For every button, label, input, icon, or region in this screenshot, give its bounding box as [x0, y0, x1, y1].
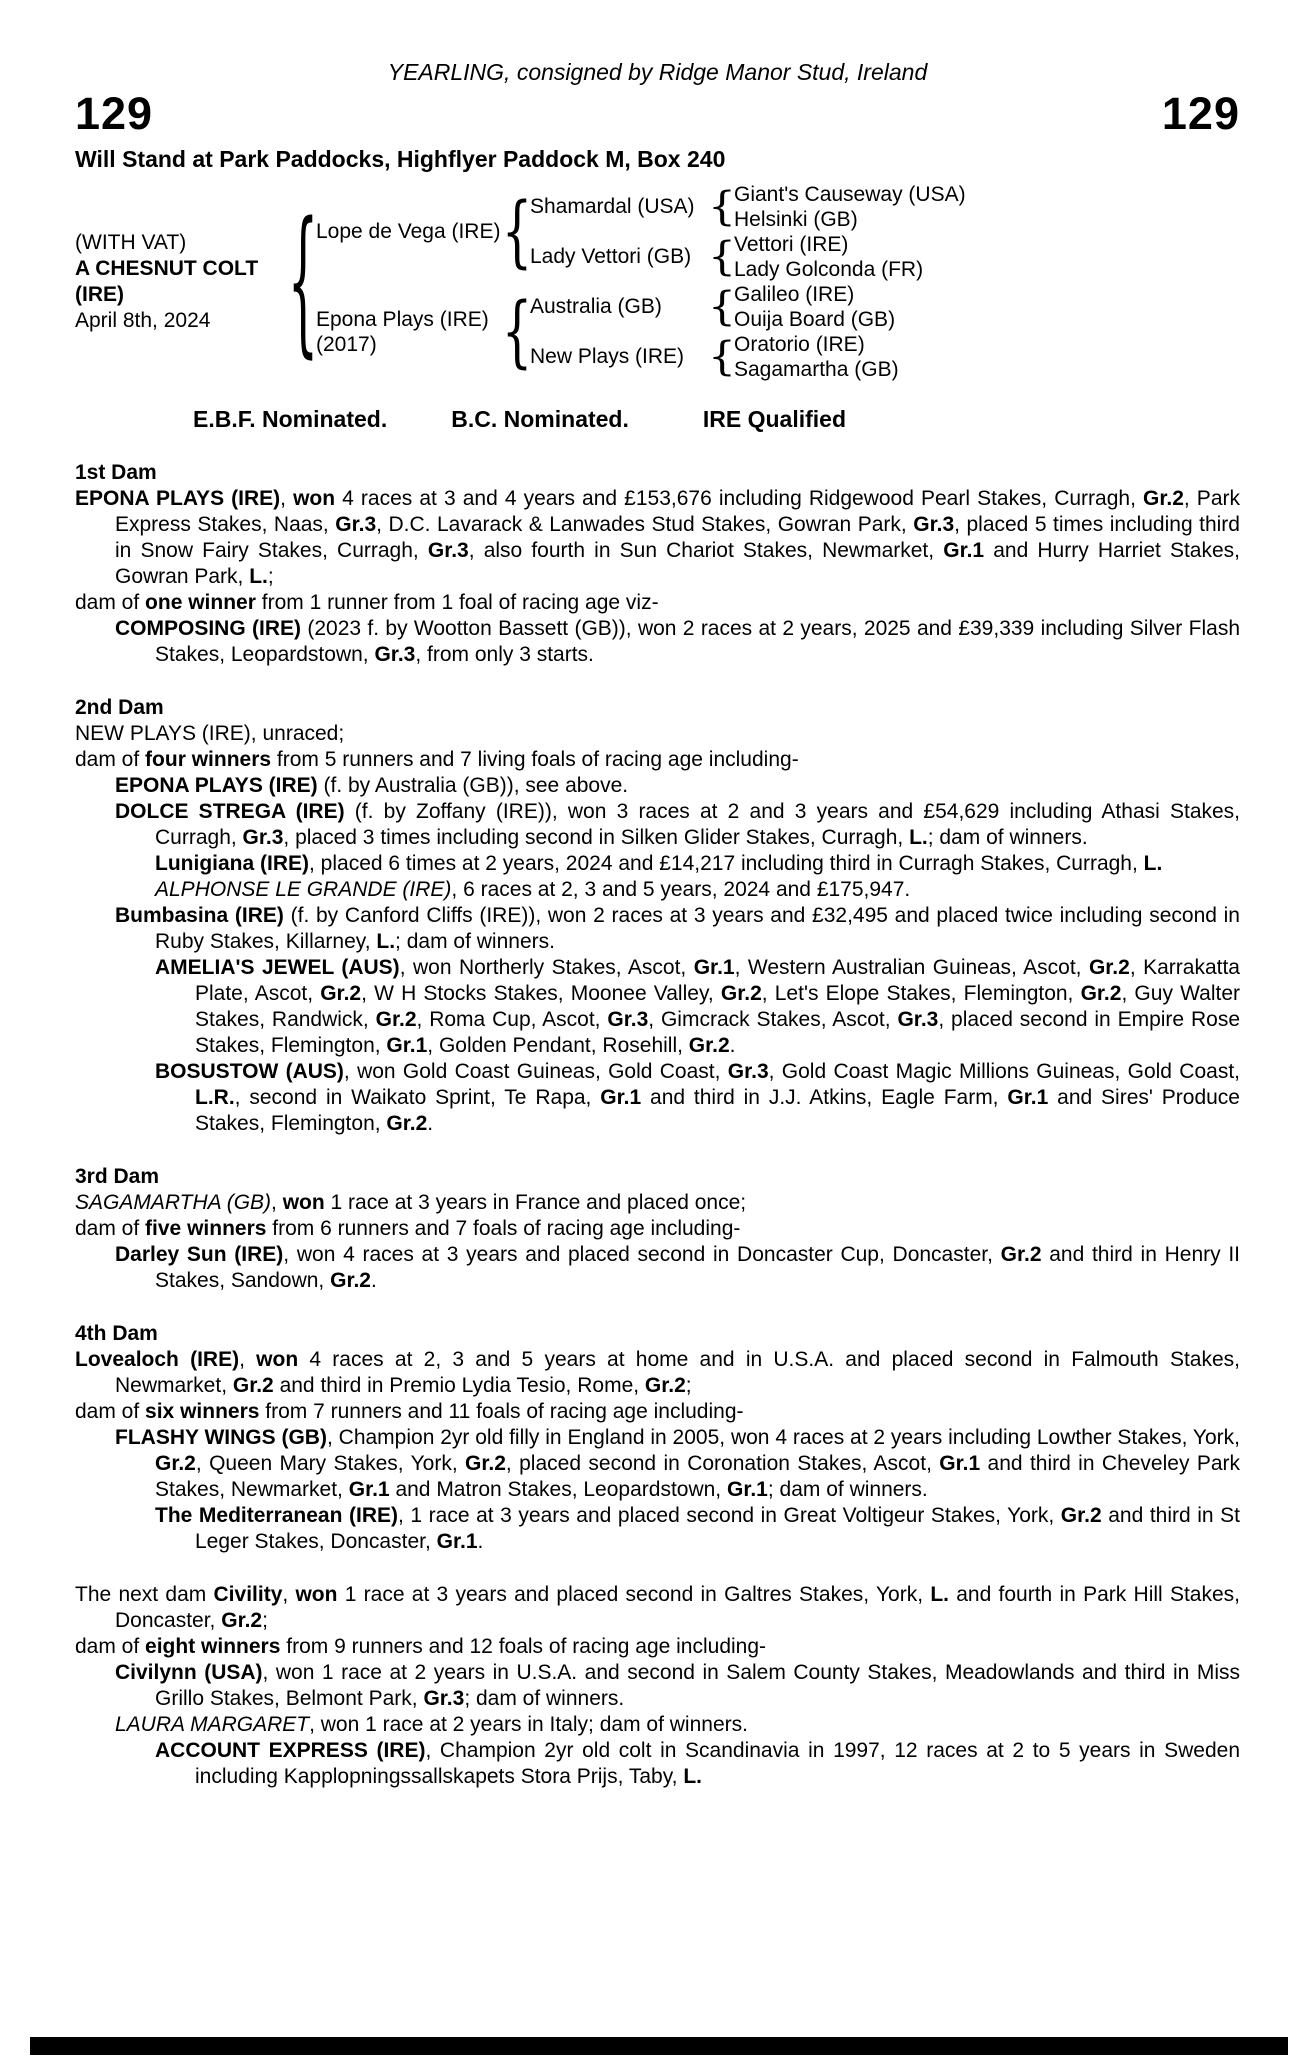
sire-sire-name: Shamardal (USA): [530, 195, 695, 218]
dam-sire-name: Australia (GB): [530, 295, 662, 318]
stand-location-line: Will Stand at Park Paddocks, Highflyer Paddock M, Box 240: [75, 146, 726, 172]
lot-number-left: 129: [75, 88, 154, 139]
catalog-paragraph: COMPOSING (IRE) (2023 f. by Wootton Bassett (GB)), won 2 races at 2 years, 2025 and £39,339 including Silver Flash Stakes, Leopardstown, Gr.3, from only 3 starts.: [115, 617, 1240, 666]
pedigree-brace-sire: {: [501, 186, 533, 278]
sire-sire-dam-name: Helsinki (GB): [734, 207, 858, 231]
nominations-row: [75, 406, 1240, 433]
catalog-paragraph: EPONA PLAYS (IRE) (f. by Australia (GB)), see above.: [115, 774, 629, 797]
dam-sections: [75, 460, 1240, 1790]
bc-nomination: B.C. Nominated.: [451, 406, 629, 432]
sire-dam-name: Lady Vettori (GB): [530, 245, 692, 268]
sire-sire-sire-name: Giant's Causeway (USA): [734, 182, 966, 206]
section-heading: 4th Dam: [75, 1322, 158, 1345]
catalog-page: [0, 58, 1315, 1790]
dam-section: [75, 460, 1240, 668]
sire-name: Lope de Vega (IRE): [316, 220, 501, 243]
dam-section: [75, 695, 1240, 1137]
section-heading: 3rd Dam: [75, 1165, 160, 1188]
dam-dam-sire-name: Oratorio (IRE): [734, 332, 865, 356]
vat-note: (WITH VAT): [75, 231, 187, 254]
dam-name-block: [316, 282, 504, 382]
sire-dam-dam-name: Lady Golconda (FR): [734, 257, 924, 281]
catalog-paragraph: Lunigiana (IRE), placed 6 times at 2 years, 2024 and £14,217 including third in Curragh Stakes, Curragh, L.: [155, 852, 1163, 875]
catalog-paragraph: SAGAMARTHA (GB), won 1 race at 3 years in France and placed once;: [75, 1191, 747, 1214]
catalog-paragraph: dam of one winner from 1 runner from 1 foal of racing age viz-: [75, 591, 659, 614]
catalog-paragraph: BOSUSTOW (AUS), won Gold Coast Guineas, Gold Coast, Gr.3, Gold Coast Magic Millions Guineas, Gold Coast, L.R., second in Waikato Sprint, Te Rapa, Gr.1 and third in J.J. Atkins, Eagle Farm, Gr.1 and Sires' Produce Stakes, Flemington, Gr.2.: [155, 1060, 1240, 1135]
dam-section: [75, 1582, 1240, 1790]
pedigree-brace-dam-sire: {: [708, 283, 736, 330]
section-heading: 2nd Dam: [75, 696, 164, 719]
pedigree-brace-dam-dam: {: [708, 333, 736, 380]
colt-description: A CHESNUT COLT: [75, 257, 259, 280]
lot-number-right: 129: [1161, 88, 1240, 139]
dam-sire-sire-name: Galileo (IRE): [734, 282, 855, 306]
catalog-paragraph: NEW PLAYS (IRE), unraced;: [75, 722, 345, 745]
pedigree-brace-sire-sire: {: [708, 183, 736, 230]
dam-name: Epona Plays (IRE): [316, 308, 489, 331]
lot-number-row: [75, 88, 1240, 139]
catalog-paragraph: FLASHY WINGS (GB), Champion 2yr old filly in England in 2005, won 4 races at 2 years including Lowther Stakes, York, Gr.2, Queen Mary Stakes, York, Gr.2, placed second in Coronation Stakes, Ascot, Gr.1 and third in Cheveley Park Stakes, Newmarket, Gr.1 and Matron Stakes, Leopardstown, Gr.1; dam of winners.: [115, 1426, 1241, 1501]
catalog-paragraph: dam of four winners from 5 runners and 7 living foals of racing age including-: [75, 748, 799, 771]
pedigree-table: [75, 182, 1240, 382]
dam-dam-name: New Plays (IRE): [530, 345, 685, 368]
ire-qualified: IRE Qualified: [702, 406, 847, 432]
pedigree-brace-dam: {: [501, 286, 533, 378]
catalog-paragraph: Darley Sun (IRE), won 4 races at 3 years and placed second in Doncaster Cup, Doncaster, Gr.2 and third in Henry II Stakes, Sandown, Gr.2.: [115, 1243, 1240, 1292]
dam-section: [75, 1164, 1240, 1294]
page-edge-bar: [30, 2037, 1288, 2055]
catalog-paragraph: AMELIA'S JEWEL (AUS), won Northerly Stakes, Ascot, Gr.1, Western Australian Guineas, Ascot, Gr.2, Karrakatta Plate, Ascot, Gr.2, W H Stocks Stakes, Moonee Valley, Gr.2, Let's Elope Stakes, Flemington, Gr.2, Guy Walter Stakes, Randwick, Gr.2, Roma Cup, Ascot, Gr.3, Gimcrack Stakes, Ascot, Gr.3, placed second in Empire Rose Stakes, Flemington, Gr.1, Golden Pendant, Rosehill, Gr.2.: [155, 956, 1240, 1057]
catalog-paragraph: EPONA PLAYS (IRE), won 4 races at 3 and 4 years and £153,676 including Ridgewood Pearl Stakes, Curragh, Gr.2, Park Express Stakes, Naas, Gr.3, D.C. Lavarack & Lanwades Stud Stakes, Gowran Park, Gr.3, placed 5 times including third in Snow Fairy Stakes, Curragh, Gr.3, also fourth in Sun Chariot Stakes, Newmarket, Gr.1 and Hurry Harriet Stakes, Gowran Park, L.;: [75, 487, 1240, 588]
dam-dam-dam-name: Sagamartha (GB): [734, 357, 899, 381]
catalog-paragraph: The Mediterranean (IRE), 1 race at 3 years and placed second in Great Voltigeur Stakes, York, Gr.2 and third in St Leger Stakes, Doncaster, Gr.1.: [155, 1504, 1241, 1553]
catalog-paragraph: The next dam Civility, won 1 race at 3 years and placed second in Galtres Stakes, York, L. and fourth in Park Hill Stakes, Doncaster, Gr.2;: [75, 1583, 1240, 1632]
catalog-paragraph: dam of six winners from 7 runners and 11 foals of racing age including-: [75, 1400, 744, 1423]
catalog-paragraph: LAURA MARGARET, won 1 race at 2 years in Italy; dam of winners.: [115, 1713, 748, 1736]
pedigree-brace-sire-dam: {: [708, 233, 736, 280]
catalog-paragraph: ACCOUNT EXPRESS (IRE), Champion 2yr old colt in Scandinavia in 1997, 12 races at 2 to 5 years in Sweden including Kapplopningssallskapets Stora Prijs, Taby, L.: [155, 1739, 1241, 1788]
foal-date: April 8th, 2024: [75, 309, 211, 332]
consignor-line: YEARLING, consigned by Ridge Manor Stud, Ireland: [387, 59, 928, 85]
catalog-paragraph: Bumbasina (IRE) (f. by Canford Cliffs (IRE)), won 2 races at 3 years and £32,495 and placed twice including second in Ruby Stakes, Killarney, L.; dam of winners.: [115, 904, 1240, 953]
pedigree-brace-main: {: [287, 189, 319, 375]
catalog-paragraph: dam of five winners from 6 runners and 7 foals of racing age including-: [75, 1217, 741, 1240]
dam-sire-dam-name: Ouija Board (GB): [734, 307, 896, 331]
catalog-paragraph: Civilynn (USA), won 1 race at 2 years in U.S.A. and second in Salem County Stakes, Meadowlands and third in Miss Grillo Stakes, Belmont Park, Gr.3; dam of winners.: [115, 1661, 1241, 1710]
catalog-paragraph: dam of eight winners from 9 runners and 12 foals of racing age including-: [75, 1635, 767, 1658]
ebf-nomination: E.B.F. Nominated.: [193, 406, 388, 432]
catalog-paragraph: Lovealoch (IRE), won 4 races at 2, 3 and 5 years at home and in U.S.A. and placed second in Falmouth Stakes, Newmarket, Gr.2 and third in Premio Lydia Tesio, Rome, Gr.2;: [75, 1348, 1241, 1397]
colt-country-suffix: (IRE): [75, 283, 124, 306]
dam-year: (2017): [316, 333, 377, 356]
dam-section: [75, 1321, 1240, 1555]
catalog-paragraph: DOLCE STREGA (IRE) (f. by Zoffany (IRE)), won 3 races at 2 and 3 years and £54,629 including Athasi Stakes, Curragh, Gr.3, placed 3 times including second in Silken Glider Stakes, Curragh, L.; dam of winners.: [115, 800, 1241, 849]
catalog-paragraph: ALPHONSE LE GRANDE (IRE), 6 races at 2, 3 and 5 years, 2024 and £175,947.: [155, 878, 911, 901]
lot-subject-block: [75, 182, 290, 382]
sire-dam-sire-name: Vettori (IRE): [734, 232, 849, 256]
section-heading: 1st Dam: [75, 461, 157, 484]
